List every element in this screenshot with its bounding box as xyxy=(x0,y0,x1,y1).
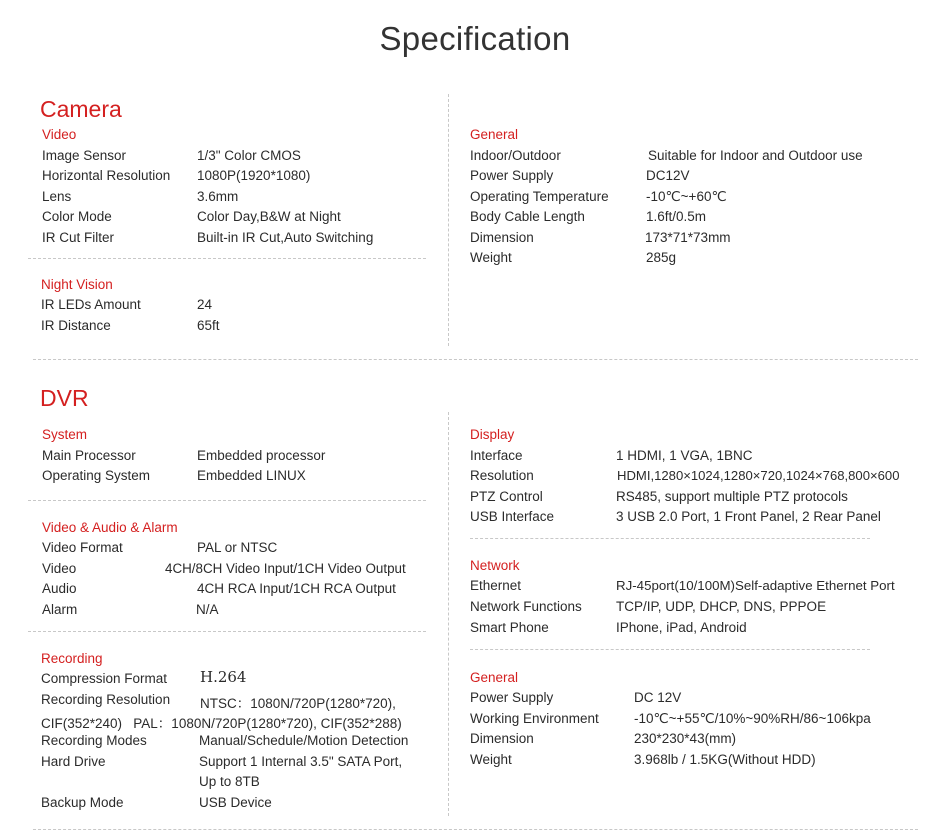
spec-value: 1080P(1920*1080) xyxy=(197,168,311,183)
dvr-general-heading: General xyxy=(470,670,519,685)
spec-value: 3.968lb / 1.5KG(Without HDD) xyxy=(634,752,816,767)
spec-label: IR Cut Filter xyxy=(42,230,115,245)
dvr-section-title: DVR xyxy=(40,385,89,411)
spec-value: 3.6mm xyxy=(197,189,239,204)
spec-value: PAL or NTSC xyxy=(197,540,278,555)
spec-value: -10℃~+60℃ xyxy=(646,189,727,204)
spec-label: Indoor/Outdoor xyxy=(470,148,561,163)
dvr-display-heading: Display xyxy=(470,427,515,442)
spec-label: Recording Resolution xyxy=(41,692,171,707)
spec-value: 24 xyxy=(197,297,213,312)
spec-value: 3 USB 2.0 Port, 1 Front Panel, 2 Rear Panel xyxy=(616,509,881,524)
divider xyxy=(470,538,870,539)
spec-label: Dimension xyxy=(470,230,534,245)
spec-label: Hard Drive xyxy=(41,754,106,769)
spec-label: Compression Format xyxy=(41,671,168,686)
camera-section-title: Camera xyxy=(40,96,122,122)
spec-label: Weight xyxy=(470,752,512,767)
spec-value: USB Device xyxy=(199,795,272,810)
spec-label: Recording Modes xyxy=(41,733,147,748)
page-title: Specification xyxy=(379,20,571,57)
dvr-video-audio-alarm-heading: Video & Audio & Alarm xyxy=(42,520,178,535)
spec-value: 230*230*43(mm) xyxy=(634,731,737,746)
spec-label: Lens xyxy=(42,189,72,204)
section-divider xyxy=(33,829,918,830)
spec-label: USB Interface xyxy=(470,509,555,524)
spec-value: RJ-45port(10/100M)Self-adaptive Ethernet Port xyxy=(616,578,895,593)
spec-label: Working Environment xyxy=(470,711,599,726)
divider xyxy=(470,649,870,650)
spec-label: Ethernet xyxy=(470,578,522,593)
spec-value: 1.6ft/0.5m xyxy=(646,209,707,224)
camera-column-divider xyxy=(448,94,449,346)
spec-label: Power Supply xyxy=(470,168,554,183)
spec-value: 4CH RCA Input/1CH RCA Output xyxy=(197,581,396,596)
spec-value: DC 12V xyxy=(634,690,682,705)
spec-label: Weight xyxy=(470,250,512,265)
spec-value: -10℃~+55℃/10%~90%RH/86~106kpa xyxy=(634,711,871,726)
spec-label: Main Processor xyxy=(42,448,136,463)
dvr-network-heading: Network xyxy=(470,558,520,573)
spec-value: Support 1 Internal 3.5" SATA Port, xyxy=(199,754,403,769)
spec-value: TCP/IP, UDP, DHCP, DNS, PPPOE xyxy=(616,599,827,614)
spec-label: Backup Mode xyxy=(41,795,124,810)
spec-label: Video Format xyxy=(42,540,123,555)
spec-label: Network Functions xyxy=(470,599,582,614)
spec-label: Alarm xyxy=(42,602,78,617)
dvr-recording-heading: Recording xyxy=(41,651,103,666)
spec-label: Body Cable Length xyxy=(470,209,585,224)
spec-label: IR LEDs Amount xyxy=(41,297,141,312)
camera-night-vision-heading: Night Vision xyxy=(41,277,113,292)
divider xyxy=(28,258,426,259)
spec-value: HDMI,1280×1024,1280×720,1024×768,800×600 xyxy=(617,468,900,483)
spec-label: Smart Phone xyxy=(470,620,549,635)
spec-value: N/A xyxy=(196,602,219,617)
spec-value: IPhone, iPad, Android xyxy=(616,620,747,635)
dvr-system-heading: System xyxy=(42,427,88,442)
camera-video-heading: Video xyxy=(42,127,77,142)
spec-value: 65ft xyxy=(197,318,220,333)
spec-label: IR Distance xyxy=(41,318,111,333)
divider xyxy=(28,500,426,501)
spec-value: Color Day,B&W at Night xyxy=(197,209,341,224)
spec-value-continued: CIF(352*240) PAL：1080N/720P(1280*720), CIF(352*288) xyxy=(41,716,402,731)
spec-value: Built-in IR Cut,Auto Switching xyxy=(197,230,374,245)
spec-label: Audio xyxy=(42,581,77,596)
spec-label: Image Sensor xyxy=(42,148,127,163)
section-divider xyxy=(33,359,918,360)
spec-value: Suitable for Indoor and Outdoor use xyxy=(648,148,863,163)
spec-label: Color Mode xyxy=(42,209,112,224)
spec-label: Video xyxy=(42,561,77,576)
spec-value: 4CH/8CH Video Input/1CH Video Output xyxy=(165,561,406,576)
spec-value: 1 HDMI, 1 VGA, 1BNC xyxy=(616,448,753,463)
dvr-column-divider xyxy=(448,412,449,816)
spec-value: Embedded LINUX xyxy=(197,468,306,483)
spec-value: DC12V xyxy=(646,168,690,183)
spec-label: Interface xyxy=(470,448,523,463)
spec-value: RS485, support multiple PTZ protocols xyxy=(616,489,848,504)
spec-value: 1/3" Color CMOS xyxy=(197,148,301,163)
spec-value: 173*71*73mm xyxy=(645,230,731,245)
spec-label: Dimension xyxy=(470,731,534,746)
spec-label: Horizontal Resolution xyxy=(42,168,171,183)
spec-label: Power Supply xyxy=(470,690,554,705)
divider xyxy=(28,631,426,632)
spec-label: PTZ Control xyxy=(470,489,543,504)
spec-label: Resolution xyxy=(470,468,534,483)
spec-value: NTSC：1080N/720P(1280*720), xyxy=(200,696,396,711)
spec-value: Manual/Schedule/Motion Detection xyxy=(199,733,409,748)
camera-general-heading: General xyxy=(470,127,519,142)
spec-label: Operating System xyxy=(42,468,151,483)
spec-value: 285g xyxy=(646,250,677,265)
spec-value: H.264 xyxy=(200,668,247,686)
spec-value-continued: Up to 8TB xyxy=(199,774,260,789)
spec-label: Operating Temperature xyxy=(470,189,609,204)
spec-value: Embedded processor xyxy=(197,448,326,463)
